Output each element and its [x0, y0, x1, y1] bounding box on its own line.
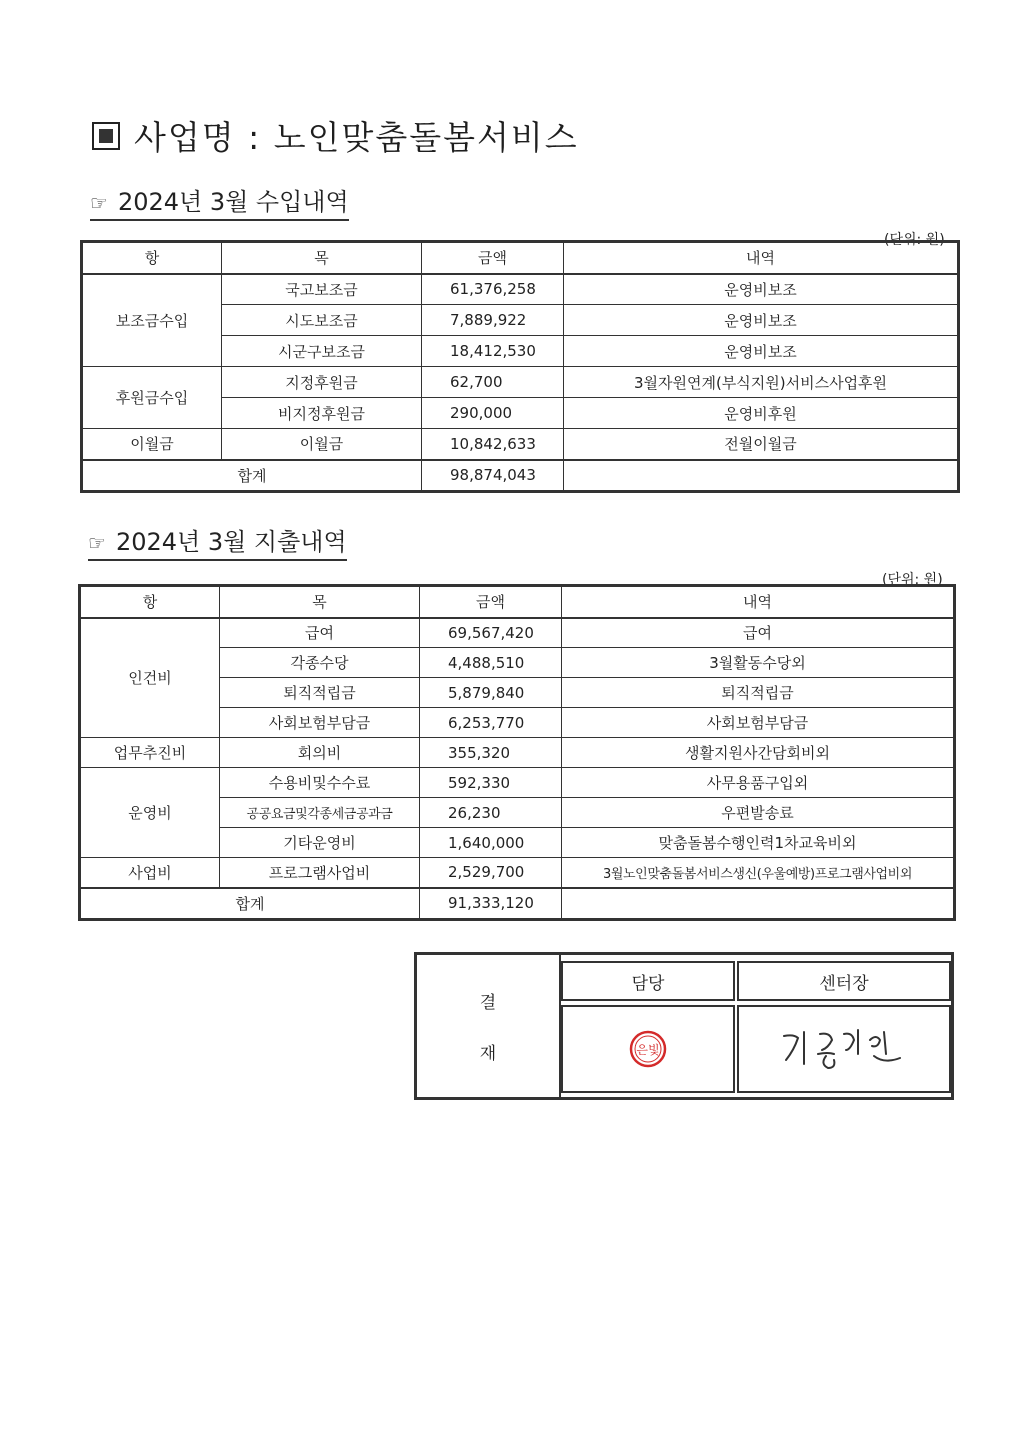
total-detail-empty — [564, 460, 959, 492]
header-mok: 목 — [222, 242, 422, 274]
pointing-hand-icon: ☞ — [90, 191, 108, 215]
income-heading-text: 2024년 3월 수입내역 — [117, 188, 349, 216]
mok-cell: 시도보조금 — [222, 305, 422, 336]
amount-cell: 61,376,258 — [422, 274, 564, 305]
income-header-row — [82, 242, 959, 274]
amount-cell: 5,879,840 — [420, 678, 562, 708]
hang-cell: 인건비 — [80, 618, 220, 738]
detail-cell: 맞춤돌봄수행인력1차교육비외 — [562, 828, 955, 858]
header-amount: 금액 — [420, 586, 562, 618]
mok-cell: 기타운영비 — [220, 828, 420, 858]
hang-cell: 후원금수입 — [82, 367, 222, 429]
amount-cell: 592,330 — [420, 768, 562, 798]
approval-header-staff: 담당 — [561, 961, 735, 1001]
header-amount: 금액 — [422, 242, 564, 274]
total-detail-empty — [562, 888, 955, 920]
detail-cell: 사무용품구입외 — [562, 768, 955, 798]
expense-total-row — [80, 888, 955, 920]
table-row — [80, 738, 955, 768]
hang-cell: 운영비 — [80, 768, 220, 858]
amount-cell: 10,842,633 — [422, 429, 564, 460]
mok-cell: 급여 — [220, 618, 420, 648]
seal-stamp-icon — [628, 1029, 668, 1069]
page-title — [92, 112, 579, 159]
detail-cell: 생활지원사간담회비외 — [562, 738, 955, 768]
header-detail: 내역 — [564, 242, 959, 274]
total-amount: 98,874,043 — [422, 460, 564, 492]
approval-header-director: 센터장 — [737, 961, 951, 1001]
amount-cell: 290,000 — [422, 398, 564, 429]
detail-cell: 전월이월금 — [564, 429, 959, 460]
amount-cell: 6,253,770 — [420, 708, 562, 738]
mok-cell: 공공요금및각종세금공과금 — [220, 798, 420, 828]
table-row — [82, 367, 959, 398]
approval-box — [414, 952, 954, 1100]
table-row — [80, 768, 955, 798]
detail-cell: 운영비보조 — [564, 274, 959, 305]
mok-cell: 각종수당 — [220, 648, 420, 678]
amount-cell: 62,700 — [422, 367, 564, 398]
detail-cell: 운영비후원 — [564, 398, 959, 429]
expense-header-row — [80, 586, 955, 618]
hang-cell: 사업비 — [80, 858, 220, 888]
mok-cell: 이월금 — [222, 429, 422, 460]
detail-cell: 우편발송료 — [562, 798, 955, 828]
mok-cell: 프로그램사업비 — [220, 858, 420, 888]
mok-cell: 비지정후원금 — [222, 398, 422, 429]
hang-cell: 업무추진비 — [80, 738, 220, 768]
mok-cell: 퇴직적립금 — [220, 678, 420, 708]
income-table — [80, 240, 960, 493]
header-mok: 목 — [220, 586, 420, 618]
approval-label — [417, 955, 561, 1097]
mok-cell: 회의비 — [220, 738, 420, 768]
mok-cell: 시군구보조금 — [222, 336, 422, 367]
detail-cell: 퇴직적립금 — [562, 678, 955, 708]
handwritten-signature — [774, 1024, 914, 1074]
title-name: 노인맞춤돌봄서비스 — [273, 118, 579, 157]
table-row — [82, 274, 959, 305]
hang-cell: 보조금수입 — [82, 274, 222, 367]
amount-cell: 7,889,922 — [422, 305, 564, 336]
mok-cell: 사회보험부담금 — [220, 708, 420, 738]
detail-cell: 사회보험부담금 — [562, 708, 955, 738]
detail-cell: 3월노인맞춤돌봄서비스생신(우울예방)프로그램사업비외 — [562, 858, 955, 888]
hang-cell: 이월금 — [82, 429, 222, 460]
square-bullet-icon — [92, 122, 120, 150]
title-prefix: 사업명 : — [134, 118, 274, 157]
amount-cell: 4,488,510 — [420, 648, 562, 678]
detail-cell: 운영비보조 — [564, 305, 959, 336]
total-label: 합계 — [80, 888, 420, 920]
expense-heading — [88, 522, 347, 561]
approval-signature-cell — [737, 1005, 951, 1093]
mok-cell: 국고보조금 — [222, 274, 422, 305]
amount-cell: 1,640,000 — [420, 828, 562, 858]
approval-stamp-cell — [561, 1005, 735, 1093]
total-label: 합계 — [82, 460, 422, 492]
amount-cell: 26,230 — [420, 798, 562, 828]
amount-cell: 2,529,700 — [420, 858, 562, 888]
income-total-row — [82, 460, 959, 492]
amount-cell: 69,567,420 — [420, 618, 562, 648]
expense-unit: (단위: 원) — [882, 572, 943, 588]
table-row — [80, 618, 955, 648]
table-row — [82, 429, 959, 460]
mok-cell: 수용비및수수료 — [220, 768, 420, 798]
expense-heading-text: 2024년 3월 지출내역 — [115, 528, 347, 556]
detail-cell: 3월자원연계(부식지원)서비스사업후원 — [564, 367, 959, 398]
approval-label-bottom: 재 — [479, 1044, 497, 1064]
svg-text:은빛: 은빛 — [636, 1043, 660, 1057]
expense-table — [78, 584, 956, 921]
approval-label-top: 결 — [479, 993, 497, 1013]
table-row — [80, 858, 955, 888]
amount-cell: 18,412,530 — [422, 336, 564, 367]
header-hang: 항 — [82, 242, 222, 274]
amount-cell: 355,320 — [420, 738, 562, 768]
income-unit: (단위: 원) — [884, 232, 945, 248]
total-amount: 91,333,120 — [420, 888, 562, 920]
detail-cell: 3월활동수당외 — [562, 648, 955, 678]
header-detail: 내역 — [562, 586, 955, 618]
mok-cell: 지정후원금 — [222, 367, 422, 398]
income-heading — [90, 182, 349, 221]
detail-cell: 급여 — [562, 618, 955, 648]
pointing-hand-icon: ☞ — [88, 531, 106, 555]
header-hang: 항 — [80, 586, 220, 618]
detail-cell: 운영비보조 — [564, 336, 959, 367]
